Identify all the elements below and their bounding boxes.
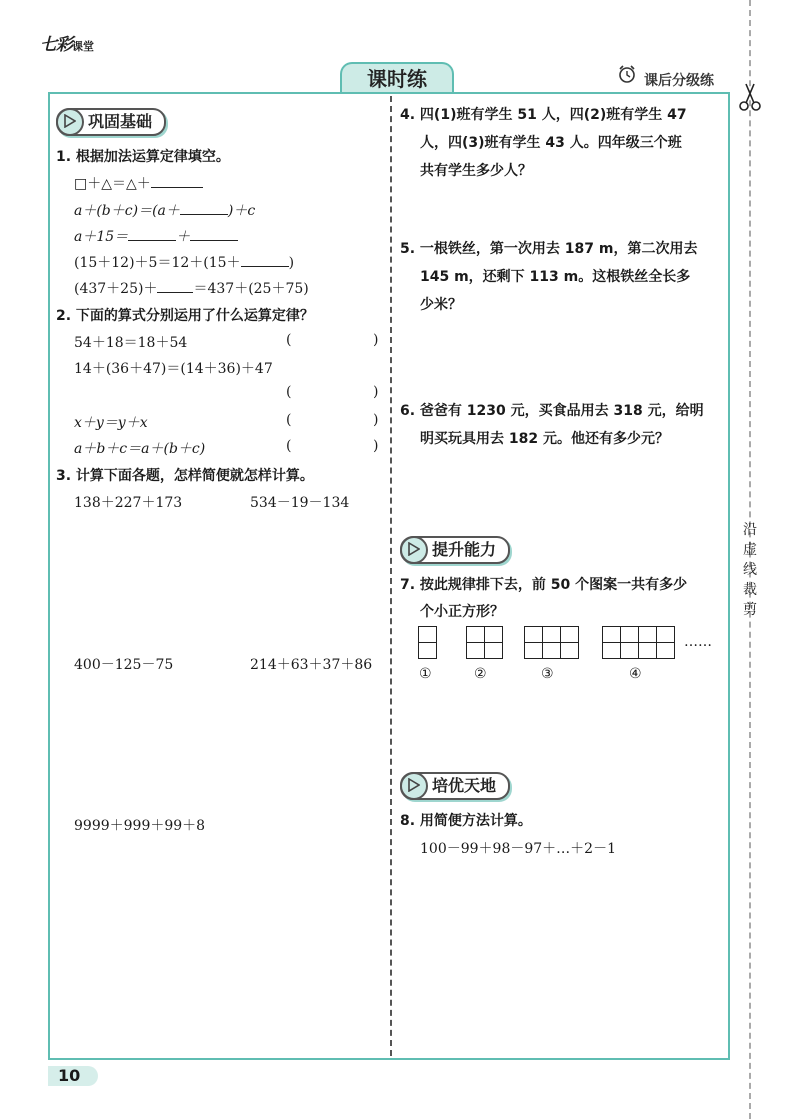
q5-line2: 145 m，还剩下 113 m。这根铁丝全长多 (420, 269, 691, 285)
section-basic-label: 巩固基础 (88, 112, 153, 131)
pattern-label-2: ② (474, 666, 487, 682)
q7-line1: 7. 按此规律排下去，前 50 个图案一共有多少 (400, 577, 688, 593)
pattern-3 (524, 626, 579, 659)
q1-line2: a＋(b＋c)＝(a＋ )＋c (74, 203, 256, 219)
q2-paren-close-1: ) (373, 332, 379, 348)
q2-paren-open-1: ( (286, 332, 292, 348)
q7-line2: 个小正方形？ (420, 604, 504, 620)
q1-line4: (15＋12)＋5＝12＋(15＋ ) (74, 255, 295, 271)
q3-problem3: 400－125－75 (74, 657, 174, 673)
pattern-4 (602, 626, 675, 659)
q2-expr3: x＋y＝y＋x (74, 415, 148, 431)
q3-problem1: 138＋227＋173 (74, 495, 183, 511)
play-icon (400, 772, 428, 800)
q1-line3: a＋15＝ ＋ (74, 226, 238, 246)
page-title: 课时练 (340, 62, 454, 94)
q8-title: 8. 用简便方法计算。 (400, 813, 532, 829)
q2-paren-close-2: ) (373, 384, 379, 400)
q3-problem5: 9999＋999＋99＋8 (74, 818, 206, 834)
q2-paren-open-2: ( (286, 384, 292, 400)
q1-line1: □＋△＝△＋ (74, 173, 203, 193)
cut-instruction: 沿虚线裁剪 (743, 522, 757, 618)
section-excel-header (400, 772, 510, 800)
pattern-1 (418, 626, 437, 659)
q5-line3: 少米？ (420, 297, 462, 313)
brand-logo: 七彩课堂 (40, 35, 94, 55)
q3-problem4: 214＋63＋37＋86 (250, 657, 373, 673)
section-advance-header (400, 536, 510, 564)
section-excel-label: 培优天地 (432, 776, 497, 795)
q2-expr1: 54＋18＝18＋54 (74, 335, 188, 351)
play-icon (400, 536, 428, 564)
q4-line2: 人，四(3)班有学生 43 人。四年级三个班 (420, 135, 682, 151)
q8-expression: 100－99＋98－97＋…＋2－1 (420, 841, 616, 857)
pattern-ellipsis: …… (684, 634, 712, 650)
q6-line1: 6. 爸爸有 1230 元，买食品用去 318 元，给明 (400, 403, 704, 419)
q3-title: 3. 计算下面各题，怎样简便就怎样计算。 (56, 468, 314, 484)
q1-title: 1. 根据加法运算定律填空。 (56, 149, 230, 165)
q2-paren-close-4: ) (373, 438, 379, 454)
section-advance-label: 提升能力 (432, 540, 497, 559)
q2-paren-close-3: ) (373, 412, 379, 428)
q5-line1: 5. 一根铁丝，第一次用去 187 m，第二次用去 (400, 241, 698, 257)
play-icon (56, 108, 84, 136)
pattern-label-1: ① (419, 666, 432, 682)
pattern-label-4: ④ (629, 666, 642, 682)
pattern-label-3: ③ (541, 666, 554, 682)
q4-line1: 4. 四(1)班有学生 51 人，四(2)班有学生 47 (400, 107, 687, 123)
q2-expr4: a＋b＋c＝a＋(b＋c) (74, 441, 206, 457)
q1-line5: (437＋25)＋ ＝437＋(25＋75) (74, 281, 309, 297)
pattern-2 (466, 626, 503, 659)
q2-paren-open-3: ( (286, 412, 292, 428)
page-number: 10 (48, 1066, 98, 1086)
column-divider (390, 96, 392, 1056)
subtitle: 课后分级练 (644, 73, 714, 89)
alarm-clock-icon (617, 64, 637, 84)
q3-problem2: 534－19－134 (250, 495, 350, 511)
q4-line3: 共有学生多少人？ (420, 163, 532, 179)
q2-paren-open-4: ( (286, 438, 292, 454)
section-basic-header (56, 108, 166, 136)
q2-title: 2. 下面的算式分别运用了什么运算定律？ (56, 308, 314, 324)
q6-line2: 明买玩具用去 182 元。他还有多少元？ (420, 431, 669, 447)
q2-expr2: 14＋(36＋47)＝(14＋36)＋47 (74, 361, 273, 377)
scissors-icon (738, 82, 762, 112)
